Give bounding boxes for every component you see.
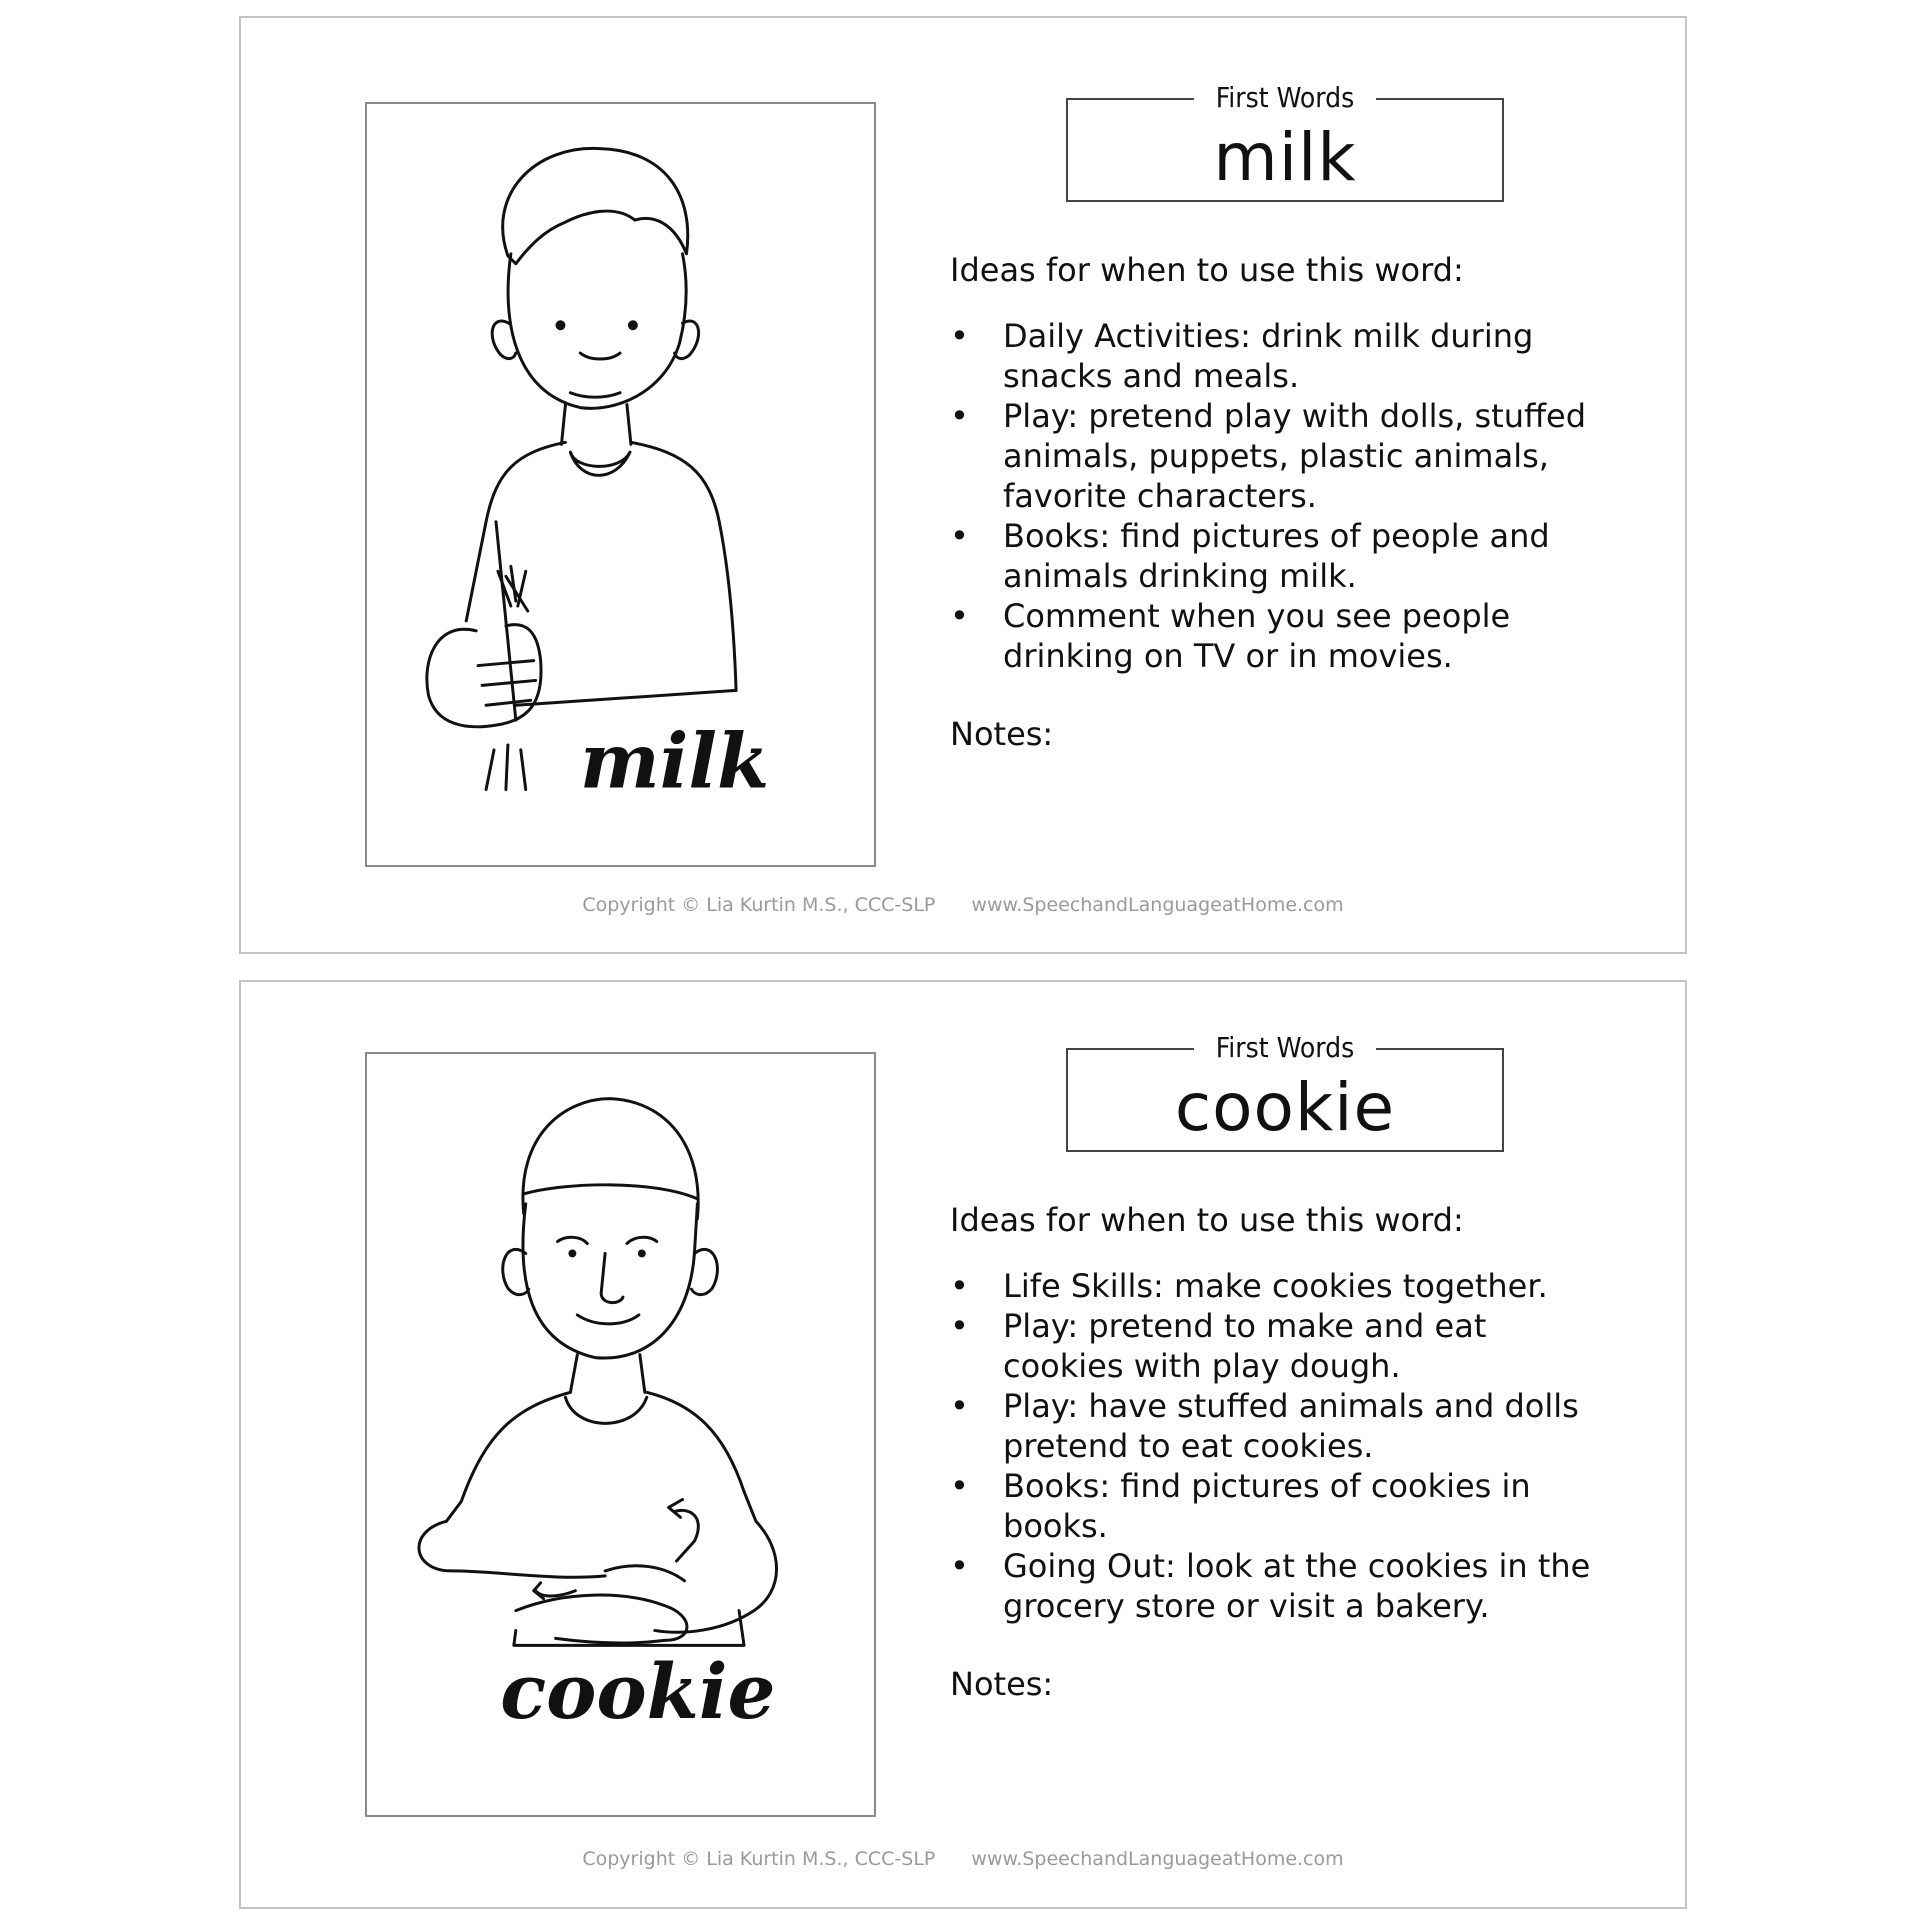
target-word: milk	[1213, 119, 1357, 196]
notes-label: Notes:	[950, 715, 1054, 753]
boy-signing-illustration	[367, 104, 874, 865]
flashcard-cookie	[239, 980, 1687, 1909]
ideas-section	[950, 250, 1610, 754]
list-item: • Books: find pictures of cookies in books.	[950, 1466, 1610, 1546]
illustration-frame	[365, 102, 876, 867]
website-link[interactable]: www.SpeechandLanguageatHome.com	[971, 894, 1344, 916]
list-item: • Books: find pictures of people and animals drinking milk.	[950, 516, 1610, 596]
title-tag: First Words	[1068, 1028, 1502, 1068]
illustration-frame	[365, 1052, 876, 1817]
illustration-word: milk	[579, 716, 770, 806]
notes-label: Notes:	[950, 1665, 1054, 1703]
ideas-list	[950, 316, 1610, 676]
title-box	[1066, 81, 1504, 202]
ideas-heading: Ideas for when to use this word:	[950, 251, 1464, 289]
ideas-list	[950, 1266, 1610, 1626]
boy-signing-illustration	[367, 1054, 874, 1815]
copyright-text: Copyright © Lia Kurtin M.S., CCC-SLP	[582, 1848, 936, 1870]
list-item: • Play: have stuffed animals and dolls pretend to eat cookies.	[950, 1386, 1610, 1466]
footer	[241, 1848, 1685, 1870]
list-item: • Comment when you see people drinking on TV or in movies.	[950, 596, 1610, 676]
ideas-section	[950, 1200, 1610, 1704]
list-item: • Daily Activities: drink milk during snacks and meals.	[950, 316, 1610, 396]
list-item: • Play: pretend to make and eat cookies with play dough.	[950, 1306, 1610, 1386]
website-link[interactable]: www.SpeechandLanguageatHome.com	[971, 1848, 1344, 1870]
copyright-text: Copyright © Lia Kurtin M.S., CCC-SLP	[582, 894, 936, 916]
footer	[241, 894, 1685, 916]
ideas-heading: Ideas for when to use this word:	[950, 1201, 1464, 1239]
title-tag: First Words	[1068, 78, 1502, 118]
title-box	[1066, 1031, 1504, 1152]
list-item: • Play: pretend play with dolls, stuffed animals, puppets, plastic animals, favorite characters.	[950, 396, 1610, 516]
illustration-word: cookie	[500, 1646, 776, 1736]
flashcard-milk	[239, 16, 1687, 954]
list-item: • Life Skills: make cookies together.	[950, 1266, 1610, 1306]
target-word: cookie	[1174, 1069, 1396, 1146]
list-item: • Going Out: look at the cookies in the grocery store or visit a bakery.	[950, 1546, 1610, 1626]
